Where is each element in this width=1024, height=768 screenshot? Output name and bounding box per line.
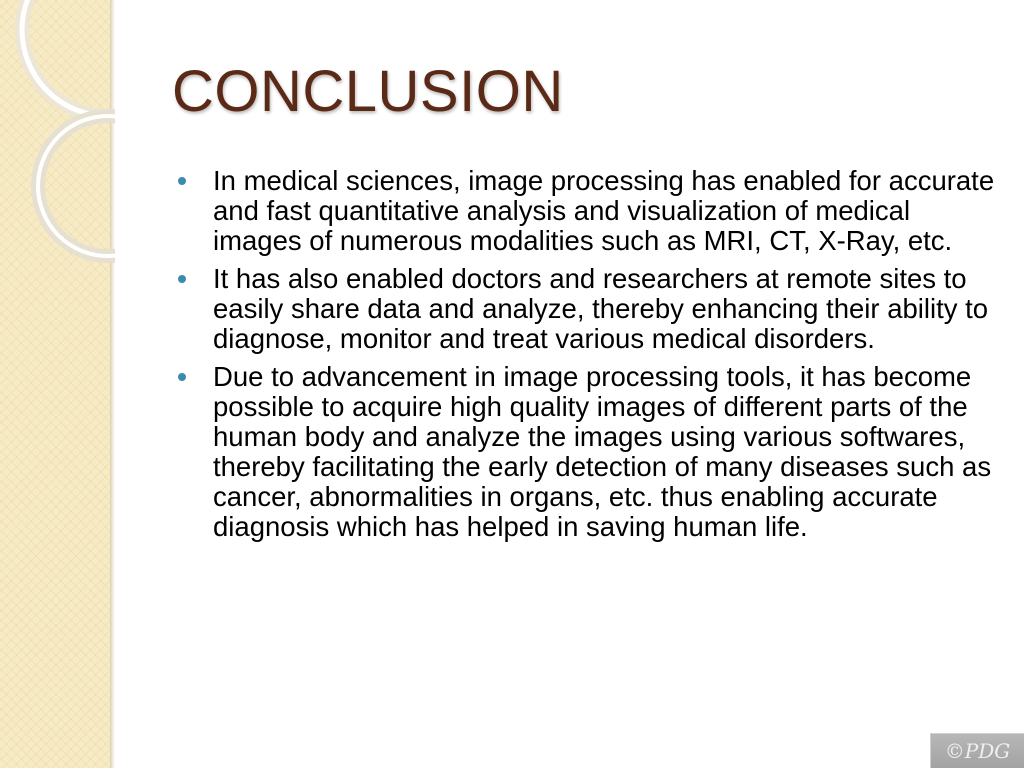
bullet-dot-icon (178, 373, 186, 381)
watermark-badge: ©PDG (930, 733, 1024, 768)
bullet-text: It has also enabled doctors and researchers at remote sites to easily share data and analyze, thereby enhancing their ability to diagnose, monitor and treat various medical disorders. (213, 263, 989, 354)
bullet-item (176, 362, 996, 542)
decorative-circles (0, 0, 115, 300)
bullet-dot-icon (178, 177, 186, 185)
bullet-dot-icon (178, 275, 186, 283)
bullet-text: Due to advancement in image processing tools, it has become possible to acquire high quality images of different parts of the human body and analyze the images using various softwares, thereby facilitating the early detection of many diseases such as cancer, abnormalities in organs, etc. thus enabling accurate diagnosis which has helped in saving human life. (213, 361, 992, 542)
bullet-list (176, 166, 996, 550)
bullet-item (176, 264, 996, 354)
bullet-item (176, 166, 996, 256)
slide-title: CONCLUSION (172, 59, 564, 124)
bullet-text: In medical sciences, image processing has enabled for accurate and fast quantitative analysis and visualization of medical images of numerous modalities such as MRI, CT, X-Ray, etc. (213, 165, 995, 256)
